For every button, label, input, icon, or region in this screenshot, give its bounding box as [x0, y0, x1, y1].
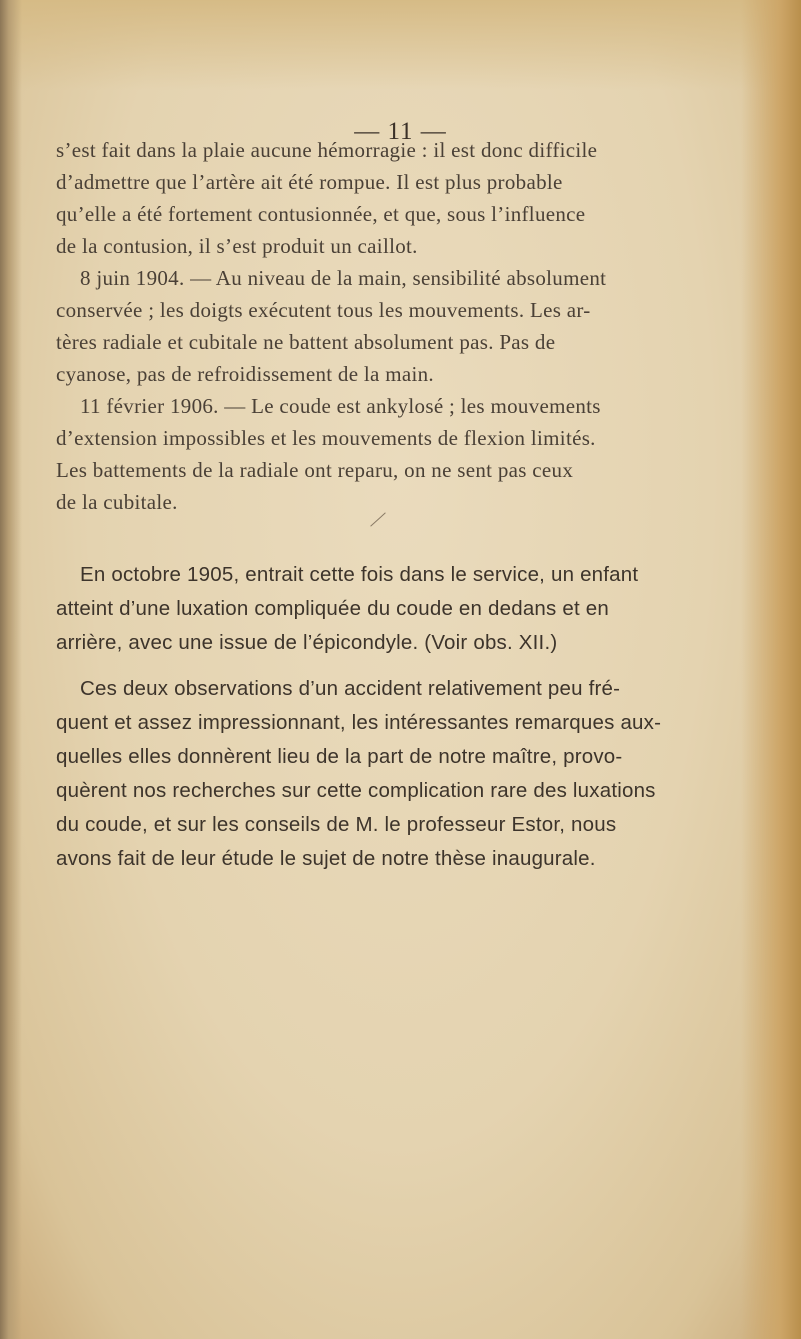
observation-line: s’est fait dans la plaie aucune hémorragie : il est donc difficile	[56, 138, 598, 162]
commentary-line: En octobre 1905, entrait cette fois dans le service, un enfant	[80, 563, 639, 586]
commentary-line: arrière, avec une issue de l’épicondyle. (Voir obs. XII.)	[56, 631, 558, 654]
commentary-line: avons fait de leur étude le sujet de notre thèse inaugurale.	[56, 847, 596, 870]
observation-line: de la contusion, il s’est produit un caillot.	[56, 234, 418, 258]
commentary-line: quelles elles donnèrent lieu de la part de notre maître, provo-	[56, 745, 623, 768]
observation-line: d’admettre que l’artère ait été rompue. Il est plus probable	[56, 170, 563, 194]
observation-line: de la cubitale.	[56, 490, 178, 514]
commentary-line: du coude, et sur les conseils de M. le professeur Estor, nous	[56, 813, 617, 836]
page-top-shading	[0, 0, 801, 90]
observation-line: 8 juin 1904. — Au niveau de la main, sensibilité absolument	[80, 266, 607, 290]
commentary-line: quèrent nos recherches sur cette complication rare des luxations	[56, 779, 656, 802]
page-left-binding-shadow	[0, 0, 22, 1339]
observation-line: conservée ; les doigts exécutent tous les mouvements. Les ar-	[56, 298, 591, 322]
page-right-foxing	[741, 0, 801, 1339]
stray-pencil-mark	[370, 512, 386, 526]
commentary-line: quent et assez impressionnant, les intéressantes remarques aux-	[56, 711, 662, 734]
observation-line: tères radiale et cubitale ne battent absolument pas. Pas de	[56, 330, 556, 354]
page-number: — 11 —	[354, 118, 447, 145]
commentary-line: Ces deux observations d’un accident relativement peu fré-	[80, 677, 621, 700]
observation-line: Les battements de la radiale ont reparu, on ne sent pas ceux	[56, 458, 574, 482]
observation-line: cyanose, pas de refroidissement de la main.	[56, 362, 434, 386]
observation-line: d’extension impossibles et les mouvements de flexion limités.	[56, 426, 596, 450]
commentary-line: atteint d’une luxation compliquée du coude en dedans et en	[56, 597, 609, 620]
observation-line: qu’elle a été fortement contusionnée, et que, sous l’influence	[56, 202, 586, 226]
observation-line: 11 février 1906. — Le coude est ankylosé ; les mouvements	[80, 394, 601, 418]
